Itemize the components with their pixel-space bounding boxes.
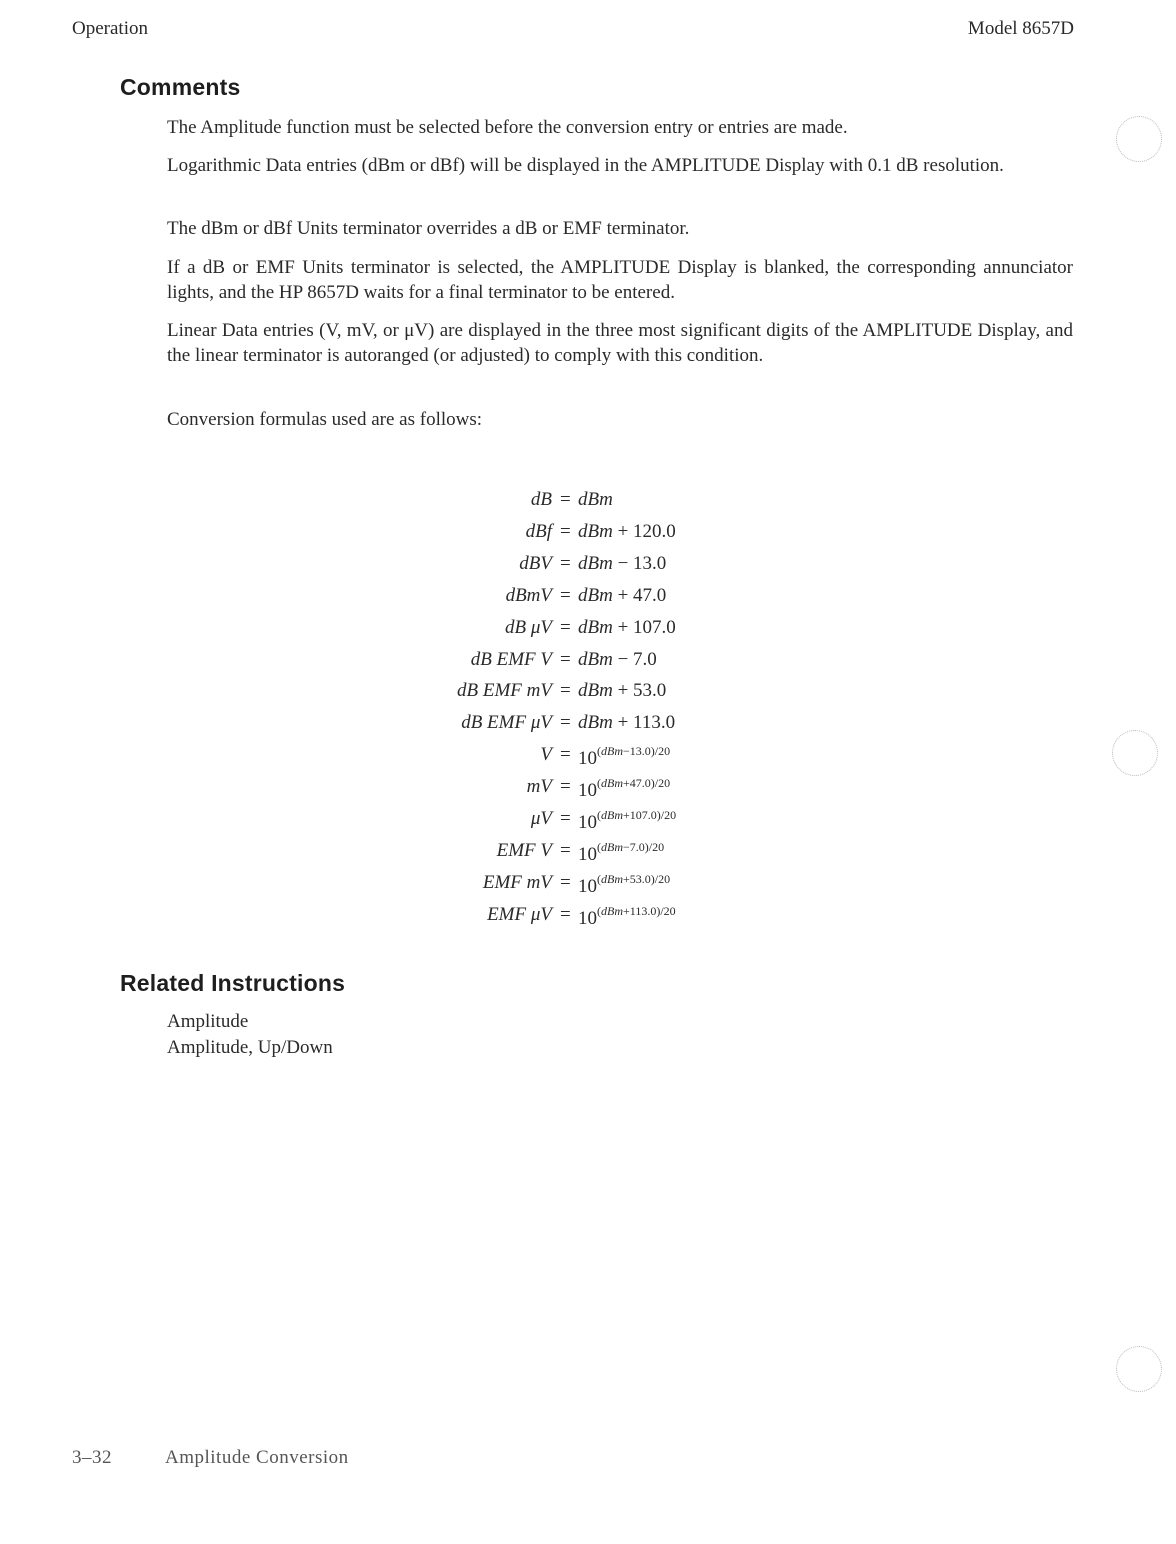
formula-lhs [0, 808, 552, 838]
formula-lhs-text: dB μV [505, 617, 552, 638]
comment-paragraph: Linear Data entries (V, mV, or μV) are displayed in the three most significant digits of the AMPLITUDE Display, and the linear terminator is autoranged (or adjusted) to comply with this condition. [167, 320, 1073, 366]
related-item: Amplitude, Up/Down [167, 1037, 333, 1058]
equals-sign: = [560, 808, 571, 829]
formula-lhs-text: EMF mV [482, 872, 552, 893]
formula-lhs-text: EMF μV [487, 904, 552, 925]
equals-sign: = [560, 872, 571, 893]
formula-lhs-text: dB EMF μV [461, 712, 552, 733]
formula-lhs [0, 904, 552, 934]
formula-lhs-text: dBV [519, 553, 552, 574]
equals-sign: = [560, 489, 571, 510]
binder-hole [1116, 116, 1162, 162]
header-model: Model 8657D [967, 18, 1074, 39]
formula-lhs-text: dB EMF mV [457, 680, 552, 701]
related-item: Amplitude [167, 1011, 249, 1032]
equals-sign: = [560, 680, 571, 701]
equals-sign: = [560, 521, 571, 542]
comments-heading: Comments [120, 74, 241, 100]
formula-lhs [0, 553, 552, 583]
formula-lhs-text: EMF V [496, 840, 552, 861]
equals-sign: = [560, 712, 571, 733]
comment-paragraph: If a dB or EMF Units terminator is selected, the AMPLITUDE Display is blanked, the corresponding annunciator lights, and the HP 8657D waits for a final terminator to be entered. [167, 257, 1073, 303]
formula-lhs-text: dBmV [505, 585, 552, 606]
header-section: Operation [72, 18, 148, 39]
formula-lhs [0, 840, 552, 870]
formula-lhs-text: dB EMF V [470, 649, 552, 670]
binder-hole [1112, 730, 1158, 776]
formula-lhs-text: μV [530, 808, 552, 829]
comment-paragraph: The dBm or dBf Units terminator overrides a dB or EMF terminator. [167, 218, 690, 239]
formula-lhs [0, 489, 552, 519]
comment-paragraph: Conversion formulas used are as follows: [167, 409, 483, 430]
formula-lhs-text: dBf [525, 521, 552, 542]
equals-sign: = [560, 585, 571, 606]
equals-sign: = [560, 840, 571, 861]
equals-sign: = [560, 553, 571, 574]
binder-hole [1116, 1346, 1162, 1392]
related-heading: Related Instructions [120, 970, 346, 996]
formula-lhs-text: V [540, 744, 552, 765]
equals-sign: = [560, 617, 571, 638]
page-number: 3–32 [72, 1447, 112, 1468]
formula-lhs [0, 872, 552, 902]
footer-title: Amplitude Conversion [165, 1447, 349, 1468]
comment-paragraph: The Amplitude function must be selected before the conversion entry or entries are made. [167, 117, 848, 138]
comment-paragraph: Logarithmic Data entries (dBm or dBf) will be displayed in the AMPLITUDE Display with 0.1 dB resolution. [167, 155, 1004, 176]
formula-lhs [0, 521, 552, 551]
equals-sign: = [560, 649, 571, 670]
equals-sign: = [560, 776, 571, 797]
equals-sign: = [560, 904, 571, 925]
formula-lhs [0, 585, 552, 615]
equals-sign: = [560, 744, 571, 765]
formula-lhs [0, 649, 552, 679]
formula-lhs [0, 680, 552, 710]
formula-lhs [0, 617, 552, 647]
formula-lhs [0, 712, 552, 742]
formula-lhs [0, 776, 552, 806]
formula-lhs-text: mV [526, 776, 552, 797]
formula-lhs-text: dB [530, 489, 552, 510]
formula-lhs [0, 744, 552, 774]
